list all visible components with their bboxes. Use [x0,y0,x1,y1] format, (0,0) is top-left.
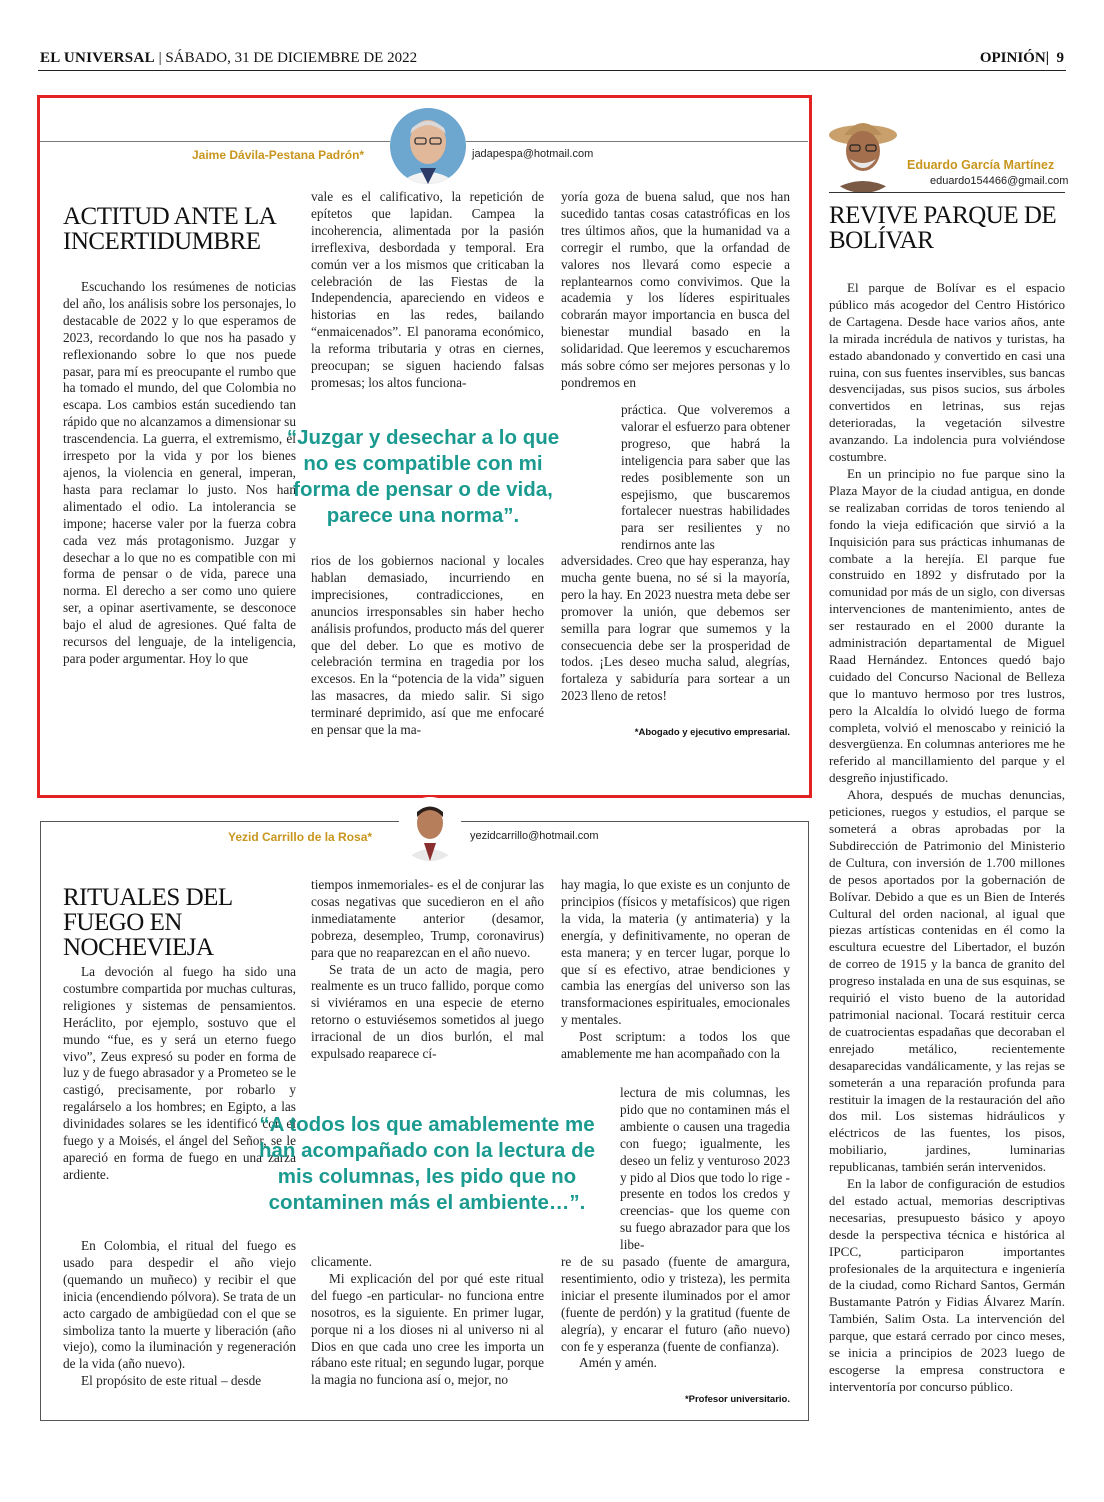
paragraph: Ahora, después de muchas denuncias, peticiones, ruegos y estudios, el parque se someterá a obras aprobadas por la Subdirección de Patrimonio del Ministerio de Cultura, con inversión de 1.700 millones de pesos aportados por la gobernación de Bolívar. Debido a que es un Bien de Interés Cultural del orden nacional, al igual que piezas artísticas contenidas en él como la escultura ecuestre del Libertador, el buzón de correo de 1915 y la banca de granito del progreso instalada en una de sus esquinas, se requirió el visto bueno de la autoridad patrimonial nacional. Tocará restituir cerca de cuatrocientas espadañas que decoraban el enrejado metálico, recientemente desaparecidas vandálicamente, y las rejas se someterán a una reparación profunda para restituir la imagen de la restauración del año dos mil. Los sistemas hidráulicos y eléctricos de las fuentes, los pisos, mobiliario, jardines, luminarias republicanas, también serán intervenidos. [829,787,1065,1175]
byline-rule [829,192,1065,193]
section-label: OPINIÓN| 9 [979,50,1064,66]
issue-date: SÁBADO, 31 DE DICIEMBRE DE 2022 [165,50,418,66]
header-separator: | [158,50,162,66]
author-name: Eduardo García Martínez [907,158,1055,172]
article-column-1 [63,279,296,668]
paragraph: Escuchando los resúmenes de noticias del año, los análisis sobre los personajes, lo destacable de 2022 y lo que esperamos de 2023, recordando lo que nos ha pasado y reflexionando sobre lo que nos puede pasar, para mí es preocupante el rumbo que ha tomado el mundo, del que Colombia no escapa. Los cambios están sucediendo tan rápido que no alcanzamos a dimensionar su trascendencia. La guerra, el extremismo, el irrespeto por la vida y por los bienes ajenos, la violencia en general, imperan, hasta para reclamar lo justo. Nos han alimentado el odio. La intolerancia se impone; hacerse valer por la fuerza cobra cada vez más protagonismo. Juzgar y desechar a lo que no es compatible con mi forma de pensar o de vida, parece una norma. El derecho a ser como uno quiere ser, a opinar asertivamente, se desconoce bajo el alud de agresiones. Qué falta de recursos del lenguaje, de la inteligencia, para poder argumentar. Hoy lo que [63,279,296,666]
masthead [40,50,417,67]
article-column-1-bottom [63,1238,296,1390]
author-email[interactable]: yezidcarrillo@hotmail.com [470,830,599,842]
paragraph: práctica. Que volveremos a valorar el esfuerzo para obtener progreso, que habrá la inteligencia para saber que las redes posiblemente son un espejismo, que buscaremos fortalecer nuestras habilidades para ser resilientes y no rendirnos ante las [621,402,790,553]
article-column-2-top [311,877,544,1063]
author-name: Yezid Carrillo de la Rosa* [228,830,373,844]
section-name: OPINIÓN [979,50,1046,66]
paragraph: yoría goza de buena salud, que nos han sucedido tantas cosas catastróficas en los tres últimos años, que la humanidad va a corregir el rumbo, que la orfandad de valores nos llevará como especie a replantearnos como convivimos. Que la academia y los líderes espirituales cobrarán mayor importancia en busca del bienestar mundial basado en la solidaridad. Que leeremos y escucharemos más sobre cómo ser mejores personas y lo pondremos en [561,189,790,390]
article-column-3-bottom [561,1254,790,1372]
paragraph: El parque de Bolívar es el espacio público más acogedor del Centro Histórico de Cartagena. Desde hace varios años, ante la mirada incrédula de nativos y turistas, ha estado abandonado y convertido en casi una ruina, con sus fuentes inservibles, sus bancas desvencijadas, sus pisos sucios, sus árboles convertidos en letrinas, sus rejas deterioradas, la vegetación silvestre avanzando. La indolencia pura volviéndose costumbre. [829,280,1065,465]
author-photo [398,797,462,861]
byline-rule-left [40,141,390,142]
paragraph: Se trata de un acto de magia, pero realmente es un truco fallido, porque como si viviéramos en una especie de eterno retorno o estuviésemos sometidos al juego irracional de un dios burlón, el mal expulsado reaparece cí- [311,961,544,1062]
paragraph: Post scriptum: a todos los que amablemente me han acompañado con la [561,1029,790,1062]
article-body [829,280,1065,1396]
article-column-3-bottom [561,553,790,705]
author-email[interactable]: eduardo154466@gmail.com [930,175,1069,187]
header-rule [38,70,1066,71]
article-column-2-bottom [311,1254,544,1389]
article-title: REVIVE PARQUE DE BOLÍVAR [829,202,1057,254]
article-column-2-bottom [311,553,544,739]
author-note: *Profesor universitario. [684,1394,790,1405]
article-column-3-top [561,189,790,392]
author-photo [390,108,466,184]
paragraph: hay magia, lo que existe es un conjunto de principios (físicos y metafísicos) que rigen la vida, la materia (y antimateria) y la energía, y definitivamente, no operan de esta manera; y en tercer lugar, porque lo que sí es efectivo, atrae bendiciones y cambia las energías del universo son las transformaciones espirituales, emocionales y mentales. [561,877,790,1028]
author-name: Jaime Dávila-Pestana Padrón* [192,148,365,162]
paragraph: En Colombia, el ritual del fuego es usado para despedir el año viejo (quemando un muñeco) y recibir el que inicia (encendiendo pólvora). Se trata de un acto cargado de ambigüedad con el que se simboliza tanto la muerte y liberación (año viejo), como la iluminación y regeneración de la vida (año nuevo). [63,1238,296,1372]
paragraph: tiempos inmemoriales- es el de conjurar las cosas negativas que sucedieron en el año inmediatamente anterior (desamor, pobreza, desempleo, Trump, coronavirus) para que no reaparezcan en el año nuevo. [311,877,544,960]
article-column-3-mid [620,1085,790,1254]
article-column-3-top [561,877,790,1063]
paragraph: Amén y amén. [579,1355,657,1371]
article-column-2-top [311,189,544,392]
paper-name: EL UNIVERSAL [40,50,155,66]
article-title: ACTITUD ANTE LA INCERTIDUMBRE [63,203,275,255]
paragraph: re de su pasado (fuente de amargura, resentimiento, odio y tristeza), les permita iniciar el presente iluminados por el amor (fuente de perdón) y la gratitud (fuente de alegría), y encarar el futuro (año nuevo) con fe y esperanza (fuente de confianza). [561,1254,790,1354]
author-photo [820,107,906,193]
paragraph: adversidades. Creo que hay esperanza, hay mucha gente buena, no sé si la mayoría, pero la hay. En 2023 nuestra meta debe ser promover la unión, que debemos ser semilla para lograr que sumemos y la consecuencia debe ser la prosperidad de todos. ¡Les deseo mucha salud, alegrías, fortaleza y sabiduría para sortear a un 2023 lleno de retos! [561,553,790,704]
paragraph: lectura de mis columnas, les pido que no contaminen más el ambiente o causen una tragedia con fuego; igualmente, les deseo un feliz y venturoso 2023 y pido al Dios que todo lo rige -presente en todos los credos y creencias- que los queme con su fuego abrazador para que los libe- [620,1085,790,1253]
paragraph: En un principio no fue parque sino la Plaza Mayor de la ciudad antigua, en donde se realizaban corridas de toros teniendo al fondo la vieja edificación que sirvió a la Inquisición para sus prácticas inhumanas de combate a la herejía. El parque fue construido en 1892 y disfrutado por la comunidad por más de un siglo, con diversas intervenciones de mantenimiento, antes de ser restaurado en el 2000 durante la administración departamental de Miguel Raad Hernández. Entonces quedó bajo cuidado del Concurso Nacional de Belleza que lo mantuvo hermoso por tres lustros, pero la Alcaldía lo olvidó luego de forma completa, volvió el menoscabo y reinició la desvergüenza. En columnas anteriores me he referido al mancillamiento del parque y el desgreño injustificado. [829,465,1065,786]
paragraph: El propósito de este ritual – desde [81,1373,262,1389]
article-column-3-mid [621,402,790,554]
page-number: 9 [1056,50,1064,66]
paragraph: clicamente. [311,1254,372,1269]
paragraph: Mi explicación del por qué este ritual del fuego -en particular- no funciona entre nosotros, es la siguiente. En primer lugar, porque ni a los dioses ni al universo ni al Dios en que cada uno cree les importa un rábano este ritual; en segundo lugar, porque la magia no funciona así o, mejor, no [311,1270,544,1388]
paragraph: En la labor de configuración de estudios del estado actual, memorias descriptivas necesarias, presupuesto básico y apoyo desde la perspectiva técnica e histórica al IPCC, participaron importantes profesionales de la arquitectura e ingeniería de la ciudad, como Richard Santos, Germán Bustamante Patrón y Fidias Álvarez Marín. También, Salim Osta. La intervención del parque, que estará cerrado por cinco meses, se inicia a principios de 2023 luego de escogerse la empresa constructora e interventoría por concurso público. [829,1176,1065,1394]
byline-rule-right [466,141,808,142]
article-title: RITUALES DEL FUEGO EN NOCHEVIEJA [63,884,232,961]
pull-quote: “A todos los que amablemente me han acompañado con la lectura de mis columnas, les pido que no contaminen más el ambiente…”. [258,1113,596,1214]
paragraph: vale es el calificativo, la repetición de epítetos que lapidan. Campea la incoherencia, alimentada por la pasión irreflexiva, desbordada y temporal. Era común ver a los mismos que criticaban la celebración de las Fiestas de la Independencia, apareciendo en videos e historias en las redes, bailando “enmaicenados”. El panorama económico, la reforma tributaria y otras en ciernes, preocupan; se siguen haciendo falsas promesas; los altos funciona- [311,189,544,390]
pull-quote: “Juzgar y desechar a lo que no es compatible con mi forma de pensar o de vida, parece una norma”. [286,426,560,527]
paragraph: rios de los gobiernos nacional y locales hablan demasiado, incurriendo en imprecisiones, contradicciones, en anuncios irresponsables sin haber hecho análisis profundos, producto más del querer que del deber. Lo que es motivo de celebración termina en tragedia por los excesos. En la “potencia de la vida” siguen las masacres, da miedo salir. Si sigo terminaré deprimido, así que me enfocaré en pensar que la ma- [311,553,544,738]
author-email[interactable]: jadapespa@hotmail.com [472,148,594,160]
paragraph: La devoción al fuego ha sido una costumbre compartida por muchas culturas, religiones y sistemas de pensamientos. Heráclito, por ejemplo, sostuvo que el mundo “fue, es y será un eterno fuego vivo”, Zeus expresó su poder en forma de luz y de fuego abrasador y a Prometeo se le castigó, precisamente, por robarlo y regalárselo a los hombres; en Egipto, a las divinidades solares se les identificó con el fuego y a Moisés, el ángel del Señor, se le apareció en forma de fuego en una zarza ardiente. [63,964,296,1182]
author-note: *Abogado y ejecutivo empresarial. [634,727,790,738]
